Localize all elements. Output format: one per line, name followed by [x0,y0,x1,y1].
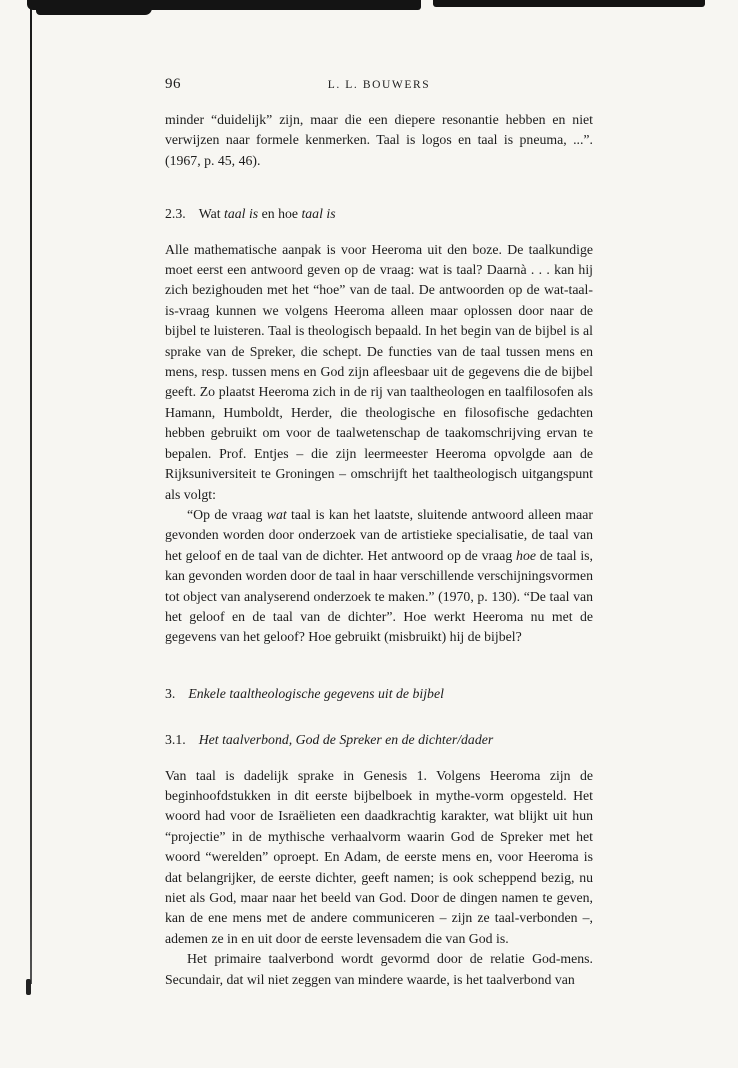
section-heading-3-1 [165,730,593,750]
scan-artifact-bottom-mark [26,979,31,995]
paragraph-continuation: minder “duidelijk” zijn, maar die een diepere resonantie hebben en niet verwijzen naar formele kenmerken. Taal is logos en taal is pneuma, ...”. (1967, p. 45, 46). [165,112,593,168]
paragraph-genesis: Van taal is dadelijk sprake in Genesis 1. Volgens Heeroma zijn de beginhoofdstukken in dit eerste bijbelboek in mythe-vorm opgesteld. Het woord had voor de Israëlieten een daadkrachtig karakter, wat blijkt uit hun “projectie” in de mythische verhaalvorm waarin God de Spreker met het woord “werelden” oproept. En Adam, de eerste mens en, voor Heeroma is dat belangrijker, de eerste dichter, geeft namen; is ook scheppend bezig, nu niet als God, maar naar het beeld van God. Door de dingen namen te geven, kan de ene mens met de andere communiceren – zijn ze taal-verbonden –, ademen ze in en uit door de eerste levensadem die van God is. [165,767,593,946]
section-number: 2.3. [165,206,186,222]
scan-artifact-left-edge [30,9,32,984]
page-content [165,76,593,990]
section-title: Enkele taaltheologische gegevens uit de bijbel [188,685,444,701]
section-title: Wat taal is en hoe taal is [198,206,336,222]
section-heading-2-3 [165,204,593,224]
paragraph-alle-mathematische: Alle mathematische aanpak is voor Heeroma uit den boze. De taalkundige moet eerst een antwoord geven op de vraag: wat is taal? Daarnà . . . kan hij zich bezighouden met het “hoe” van de taal. De antwoorden op de wat-taal-is-vraag kunnen we volgens Heeroma alleen maar oplossen door naar de bijbel te luisteren. Taal is theologisch bepaald. In het begin van de bijbel is al sprake van de Spreker, die schept. De functies van de taal tussen mens en mens, resp. tussen mens en God zijn afleesbaar uit de gegevens die de bijbel geeft. Zo plaatst Heeroma zich in de rij van taaltheologen en taalfilosofen als Hamann, Humboldt, Herder, die theologische en filosofische gedachten hebben gebruikt om voor de taalwetenschap de taakomschrijving ervan te bepalen. Prof. Entjes – die zijn leermeester Heeroma opvolgde aan de Rijksuniversiteit te Groningen – omschrijft het taaltheologisch uitgangspunt als volgt: [165,241,593,502]
paragraph-primaire-taalverbond: Het primaire taalverbond wordt gevormd door de relatie God-mens. Secundair, dat wil niet zeggen van mindere waarde, is het taalverbond van [165,951,593,987]
section-heading-3 [165,684,593,704]
paragraph-quote-entjes: “Op de vraag wat taal is kan het laatste, sluitende antwoord alleen maar gevonden worden door onderzoek van de artistieke specialisatie, de taal van het geloof en de taal van de dichter. Het antwoord op de vraag hoe de taal is, kan gevonden worden door de taal in haar verschillende verschijningsvormen tot object van analyserend onderzoek te maken.” (1970, p. 130). “De taal van het geloof en de taal van de dichter”. Hoe werkt Heeroma nu met de gegevens van het geloof? Hoe gebruikt (misbruikt) hij de bijbel? [165,506,593,645]
scan-artifact-top-right [433,0,705,7]
section-number: 3.1. [165,732,186,748]
page-header [165,76,593,96]
scan-artifact-top-left [27,0,421,10]
section-title: Het taalverbond, God de Spreker en de dichter/dader [198,732,494,748]
section-number: 3. [165,685,176,701]
running-head: L. L. BOUWERS [327,79,431,91]
page-number: 96 [165,76,181,92]
